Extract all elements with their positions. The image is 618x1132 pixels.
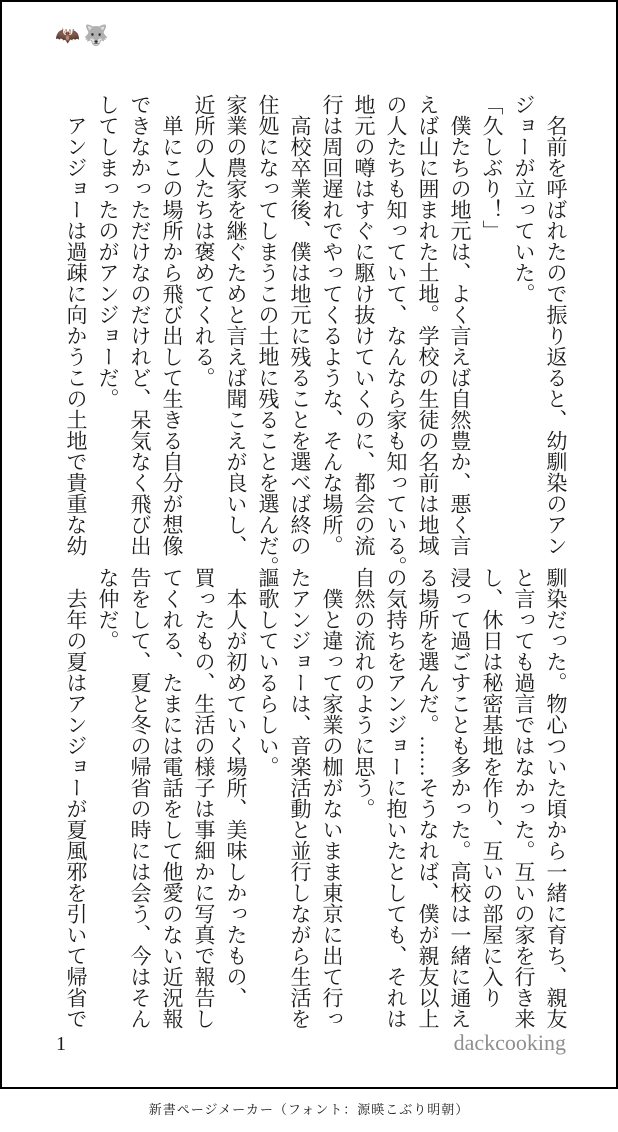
text-line: えば山に囲まれた土地。学校の生徒の名前は地域: [416, 94, 440, 556]
page-number: 1: [56, 1033, 66, 1055]
text-line: 浸って過ごすことも多かった。高校は一緒に通え: [448, 567, 472, 1029]
text-line: 名前を呼ばれたので振り返ると、幼馴染のアン: [544, 94, 568, 556]
text-line: 家業の農家を継ぐためと言えば聞こえが良いし、: [224, 94, 248, 556]
sheet-footer: [56, 1030, 566, 1056]
text-line: ジョーが立っていた。: [512, 94, 536, 304]
text-line: 「久しぶり！」: [480, 94, 504, 241]
text-line: 謳歌しているらしい。: [256, 567, 280, 777]
text-line: 買ったもの、生活の様子は事細かに写真で報告し: [192, 567, 216, 1029]
text-line: の気持ちをアンジョーに抱いたとしても、それは: [384, 567, 408, 1029]
generator-caption: 新書ページメーカー（フォント：源暎こぶり明朝）: [148, 1102, 470, 1117]
text-line: し、休日は秘密基地を作り、互いの部屋に入り: [480, 567, 504, 1008]
text-line: 馴染だった。物心ついた頃から一緒に育ち、親友: [544, 567, 568, 1029]
text-line: 住処になってしまうこの土地に残ることを選んだ。: [256, 94, 280, 577]
text-line: と言っても過言ではなかった。互いの家を行き来: [512, 567, 536, 1029]
text-line: る場所を選んだ。……そうなれば、僕が親友以上: [416, 567, 440, 1029]
text-line: できなかっただけなのだけれど、呆気なく飛び出: [128, 94, 152, 556]
text-line: な仲だ。: [96, 567, 120, 651]
lower-text-block: [60, 567, 572, 1031]
text-line: たアンジョーは、音楽活動と並行しながら生活を: [288, 567, 312, 1029]
text-line: 自然の流れのように思う。: [352, 567, 376, 819]
text-line: してしまったのがアンジョーだ。: [96, 94, 120, 409]
text-line: 僕たちの地元は、よく言えば自然豊か、悪く言: [448, 94, 472, 556]
bat-wolf-emoji-icons: 🦇🐺: [55, 25, 113, 47]
author-credit: dackcooking: [453, 1030, 566, 1055]
text-line: の人たちも知っていて、なんなら家も知っている。: [384, 94, 408, 577]
upper-text-block: [60, 94, 572, 577]
text-line: 告をして、夏と冬の帰省の時には会う、今はそん: [128, 567, 152, 1029]
text-line: 地元の噂はすぐに駆け抜けていくのに、都会の流: [352, 94, 376, 556]
text-line: てくれる、たまには電話をして他愛のない近況報: [160, 567, 184, 1029]
text-line: 単にこの場所から飛び出して生きる自分が想像: [160, 94, 184, 556]
text-line: 近所の人たちは褒めてくれる。: [192, 94, 216, 388]
text-line: 去年の夏はアンジョーが夏風邪を引いて帰省で: [64, 567, 88, 1029]
text-line: 高校卒業後、僕は地元に残ることを選べば終の: [288, 94, 312, 556]
text-line: アンジョーは過疎に向かうこの土地で貴重な幼: [64, 94, 88, 556]
text-line: 僕と違って家業の枷がないまま東京に出て行っ: [320, 567, 344, 1029]
text-line: 本人が初めていく場所、美味しかったもの、: [224, 567, 248, 1008]
text-line: 行は周回遅れでやってくるような、そんな場所。: [320, 94, 344, 556]
